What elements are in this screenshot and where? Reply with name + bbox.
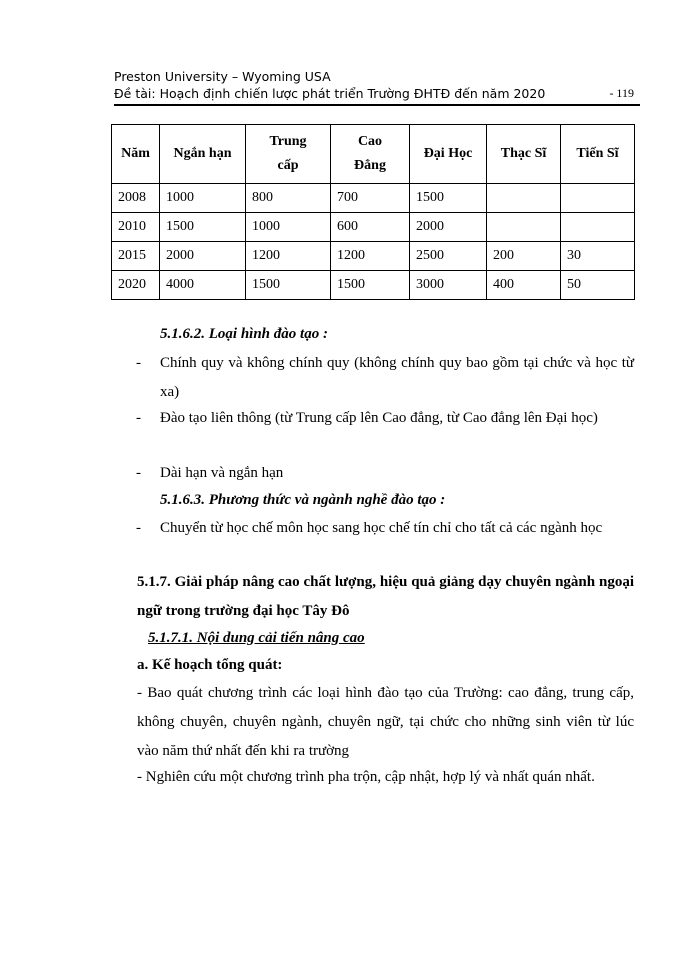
paragraph: - Bao quát chương trình các loại hình đào tạo của Trường: cao đẳng, trung cấp, không chuyên, chuyên ngành, chuyên ngữ, tại chức cho những sinh viên từ lúc vào năm thứ nhất đến khi ra trường bbox=[137, 685, 634, 759]
table-header-cell: Năm bbox=[112, 125, 160, 184]
bullet-symbol: - bbox=[136, 465, 141, 481]
table-cell: 2020 bbox=[112, 271, 160, 300]
header-topic: Đề tài: Hoạch định chiến lược phát triển Trường ĐHTĐ đến năm 2020 bbox=[114, 86, 546, 101]
bullet-symbol: - bbox=[136, 355, 141, 371]
table-row bbox=[112, 271, 635, 300]
enrollment-table bbox=[111, 124, 635, 300]
section-heading-517: 5.1.7. Giải pháp nâng cao chất lượng, hiệu quả giảng dạy chuyên ngành ngoại ngữ trong trường đại học Tây Đô bbox=[137, 574, 634, 619]
table-cell: 1000 bbox=[160, 184, 246, 213]
table-cell: 1500 bbox=[410, 184, 487, 213]
table-cell: 2015 bbox=[112, 242, 160, 271]
section-heading-5163: 5.1.6.3. Phương thức và ngành nghề đào tạo : bbox=[160, 492, 446, 508]
table-cell: 3000 bbox=[410, 271, 487, 300]
list-item: Chuyển từ học chế môn học sang học chế tín chỉ cho tất cả các ngành học bbox=[160, 520, 603, 536]
list-item: Dài hạn và ngắn hạn bbox=[160, 465, 284, 481]
table-row bbox=[112, 242, 635, 271]
table-header-cell: Đại Học bbox=[410, 125, 487, 184]
section-heading-5162: 5.1.6.2. Loại hình đào tạo : bbox=[160, 326, 328, 342]
table-cell: 1500 bbox=[160, 213, 246, 242]
table-row bbox=[112, 184, 635, 213]
table-cell: 1000 bbox=[246, 213, 331, 242]
table-cell: 1500 bbox=[246, 271, 331, 300]
table-cell: 700 bbox=[331, 184, 410, 213]
table-cell: 200 bbox=[487, 242, 561, 271]
table-cell: 1500 bbox=[331, 271, 410, 300]
table-header-row bbox=[112, 125, 635, 184]
page-number: - 119 bbox=[609, 86, 634, 100]
table-cell: 2500 bbox=[410, 242, 487, 271]
page-header bbox=[114, 68, 634, 102]
paragraph: - Nghiên cứu một chương trình pha trộn, cập nhật, hợp lý và nhất quán nhất. bbox=[137, 769, 595, 785]
header-university: Preston University – Wyoming USA bbox=[114, 69, 331, 84]
table-header-cell: Cao Đẳng bbox=[331, 125, 410, 184]
table-cell: 2010 bbox=[112, 213, 160, 242]
table-cell: 2008 bbox=[112, 184, 160, 213]
bullet-symbol: - bbox=[136, 520, 141, 536]
table-cell bbox=[487, 213, 561, 242]
table-cell: 2000 bbox=[160, 242, 246, 271]
header-rule bbox=[114, 104, 640, 106]
table-cell bbox=[487, 184, 561, 213]
table-cell: 2000 bbox=[410, 213, 487, 242]
table-cell: 4000 bbox=[160, 271, 246, 300]
table-header-cell: Trung cấp bbox=[246, 125, 331, 184]
table-header-cell: Tiến Sĩ bbox=[561, 125, 635, 184]
table-cell: 30 bbox=[561, 242, 635, 271]
table-header-cell: Ngắn hạn bbox=[160, 125, 246, 184]
table-cell bbox=[561, 213, 635, 242]
list-item: Chính quy và không chính quy (không chính quy bao gồm tại chức và học từ xa) bbox=[160, 355, 634, 400]
table-cell: 600 bbox=[331, 213, 410, 242]
bullet-symbol: - bbox=[136, 410, 141, 426]
table-cell: 1200 bbox=[246, 242, 331, 271]
table-row bbox=[112, 213, 635, 242]
subsection-heading-a: a. Kế hoạch tổng quát: bbox=[137, 657, 283, 673]
table-header-cell: Thạc Sĩ bbox=[487, 125, 561, 184]
section-heading-5171: 5.1.7.1. Nội dung cải tiến nâng cao bbox=[148, 630, 365, 646]
table-cell: 400 bbox=[487, 271, 561, 300]
table-cell: 800 bbox=[246, 184, 331, 213]
list-item: Đào tạo liên thông (từ Trung cấp lên Cao đẳng, từ Cao đẳng lên Đại học) bbox=[160, 410, 598, 426]
table-cell bbox=[561, 184, 635, 213]
table-cell: 50 bbox=[561, 271, 635, 300]
table-cell: 1200 bbox=[331, 242, 410, 271]
